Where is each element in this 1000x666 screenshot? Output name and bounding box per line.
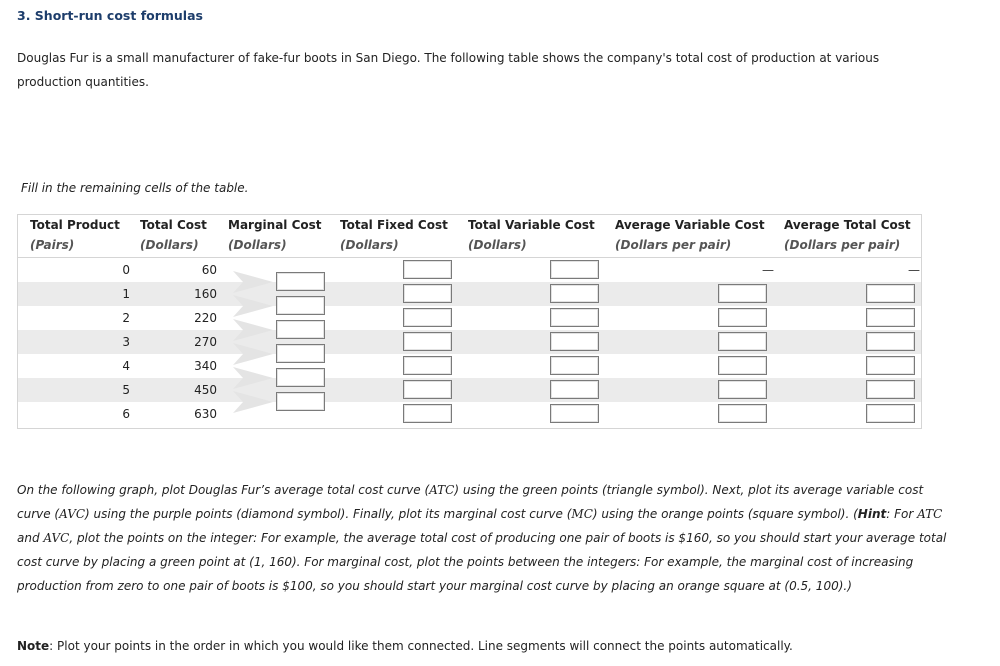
tfc-input-6[interactable] <box>403 404 452 423</box>
avc-input-3[interactable] <box>718 332 767 351</box>
table-row <box>18 354 921 378</box>
header-total-product: Total Product (Pairs) <box>30 218 120 252</box>
total-cost-cell: 630 <box>194 407 217 421</box>
atc-input-1[interactable] <box>866 284 915 303</box>
atc-input-4[interactable] <box>866 356 915 375</box>
header-average-variable-cost: Average Variable Cost (Dollars per pair) <box>615 218 765 252</box>
total-product-cell: 0 <box>122 263 130 277</box>
atc-input-2[interactable] <box>866 308 915 327</box>
tvc-input-3[interactable] <box>550 332 599 351</box>
header-average-total-cost: Average Total Cost (Dollars per pair) <box>784 218 911 252</box>
between-rows-arrow-icon <box>231 270 275 294</box>
total-product-cell: 1 <box>122 287 130 301</box>
total-product-cell: 4 <box>122 359 130 373</box>
section-title: 3. Short-run cost formulas <box>17 8 203 23</box>
tvc-input-5[interactable] <box>550 380 599 399</box>
mc-input-1[interactable] <box>276 272 325 291</box>
table-row <box>18 378 921 402</box>
header-total-cost: Total Cost (Dollars) <box>140 218 207 252</box>
avc-dash: — <box>762 263 774 277</box>
between-rows-arrow-icon <box>231 390 275 414</box>
avc-input-5[interactable] <box>718 380 767 399</box>
intro-paragraph: Douglas Fur is a small manufacturer of fake-fur boots in San Diego. The following table shows the company's total cost of production at various production quantities. <box>17 51 880 89</box>
atc-input-5[interactable] <box>866 380 915 399</box>
note: Note: Plot your points in the order in which you would like them connected. Line segments will connect the points automatically. <box>17 639 793 653</box>
atc-input-3[interactable] <box>866 332 915 351</box>
between-rows-arrow-icon <box>231 366 275 390</box>
total-cost-cell: 60 <box>201 263 217 277</box>
tvc-input-2[interactable] <box>550 308 599 327</box>
total-cost-cell: 160 <box>194 287 217 301</box>
cost-table <box>17 214 922 429</box>
tfc-input-2[interactable] <box>403 308 452 327</box>
tvc-input-4[interactable] <box>550 356 599 375</box>
header-total-fixed-cost: Total Fixed Cost (Dollars) <box>340 218 448 252</box>
avc-input-4[interactable] <box>718 356 767 375</box>
table-row <box>18 306 921 330</box>
tfc-input-4[interactable] <box>403 356 452 375</box>
mc-input-5[interactable] <box>276 368 325 387</box>
total-cost-cell: 450 <box>194 383 217 397</box>
tfc-input-1[interactable] <box>403 284 452 303</box>
table-row <box>18 282 921 306</box>
avc-input-2[interactable] <box>718 308 767 327</box>
total-cost-cell: 220 <box>194 311 217 325</box>
mc-input-2[interactable] <box>276 296 325 315</box>
total-product-cell: 2 <box>122 311 130 325</box>
tfc-input-0[interactable] <box>403 260 452 279</box>
between-rows-arrow-icon <box>231 342 275 366</box>
tvc-input-0[interactable] <box>550 260 599 279</box>
between-rows-arrow-icon <box>231 318 275 342</box>
between-rows-arrow-icon <box>231 294 275 318</box>
table-instruction: Fill in the remaining cells of the table. <box>21 181 249 195</box>
total-cost-cell: 340 <box>194 359 217 373</box>
total-cost-cell: 270 <box>194 335 217 349</box>
tvc-input-1[interactable] <box>550 284 599 303</box>
tfc-input-3[interactable] <box>403 332 452 351</box>
mc-input-3[interactable] <box>276 320 325 339</box>
tfc-input-5[interactable] <box>403 380 452 399</box>
total-product-cell: 3 <box>122 335 130 349</box>
mc-input-4[interactable] <box>276 344 325 363</box>
avc-input-1[interactable] <box>718 284 767 303</box>
total-product-cell: 5 <box>122 383 130 397</box>
atc-dash: — <box>908 263 920 277</box>
atc-input-6[interactable] <box>866 404 915 423</box>
graph-instructions: On the following graph, plot Douglas Fur’s average total cost curve (ATC) using the green points (triangle symbol). Next, plot its average variable cost curve (AVC) using the purple points (diamond symbol). Finally, plot its marginal cost curve (MC) using the orange points (square symbol). (Hint: For ATC and AVC, plot the points on the integer: For example, the average total cost of producing one pair of boots is $160, so you should start your average total cost curve by placing a green point at (1, 160). For marginal cost, plot the points between the integers: For example, the marginal cost of increasing production from zero to one pair of boots is $100, so you should start your marginal cost curve by placing an orange square at (0.5, 100).) <box>17 483 947 593</box>
tvc-input-6[interactable] <box>550 404 599 423</box>
total-product-cell: 6 <box>122 407 130 421</box>
mc-input-6[interactable] <box>276 392 325 411</box>
table-row <box>18 258 921 282</box>
header-total-variable-cost: Total Variable Cost (Dollars) <box>468 218 595 252</box>
table-row <box>18 330 921 354</box>
header-marginal-cost: Marginal Cost (Dollars) <box>228 218 322 252</box>
avc-input-6[interactable] <box>718 404 767 423</box>
table-row <box>18 402 921 426</box>
